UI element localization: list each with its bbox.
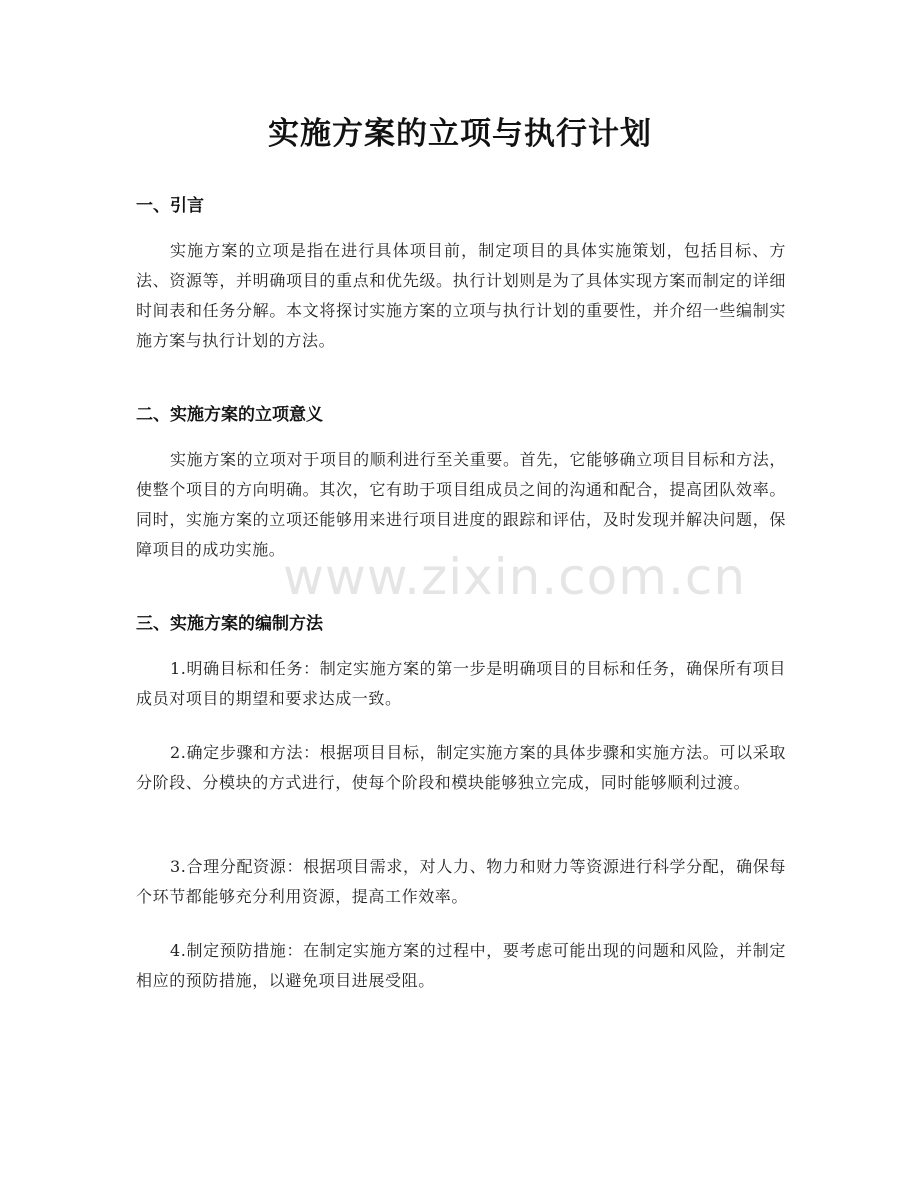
section-heading-methods: 三、实施方案的编制方法 (136, 614, 323, 634)
method-item-3: 3.合理分配资源：根据项目需求，对人力、物力和财力等资源进行科学分配，确保每个环节都能够充分利用资源，提高工作效率。 (136, 857, 786, 906)
significance-paragraph: 实施方案的立项对于项目的顺利进行至关重要。首先，它能够确立项目目标和方法，使整个项目的方向明确。其次，它有助于项目组成员之间的沟通和配合，提高团队效率。同时，实施方案的立项还能够用来进行项目进度的跟踪和评估，及时发现并解决问题，保障项目的成功实施。 (136, 450, 786, 559)
document-title: 实施方案的立项与执行计划 (268, 116, 652, 152)
method-item-1: 1.明确目标和任务：制定实施方案的第一步是明确项目的目标和任务，确保所有项目成员对项目的期望和要求达成一致。 (136, 659, 786, 708)
section-heading-significance: 二、实施方案的立项意义 (136, 405, 323, 425)
intro-paragraph: 实施方案的立项是指在进行具体项目前，制定项目的具体实施策划，包括目标、方法、资源等，并明确项目的重点和优先级。执行计划则是为了具体实现方案而制定的详细时间表和任务分解。本文将探讨实施方案的立项与执行计划的重要性，并介绍一些编制实施方案与执行计划的方法。 (136, 241, 786, 350)
watermark-text: www.zixin.com.cn (283, 548, 747, 606)
section-heading-intro: 一、引言 (136, 196, 204, 216)
method-item-4: 4.制定预防措施：在制定实施方案的过程中，要考虑可能出现的问题和风险，并制定相应的预防措施，以避免项目进展受阻。 (136, 941, 786, 990)
method-item-2: 2.确定步骤和方法：根据项目目标，制定实施方案的具体步骤和实施方法。可以采取分阶段、分模块的方式进行，使每个阶段和模块能够独立完成，同时能够顺利过渡。 (136, 743, 786, 792)
